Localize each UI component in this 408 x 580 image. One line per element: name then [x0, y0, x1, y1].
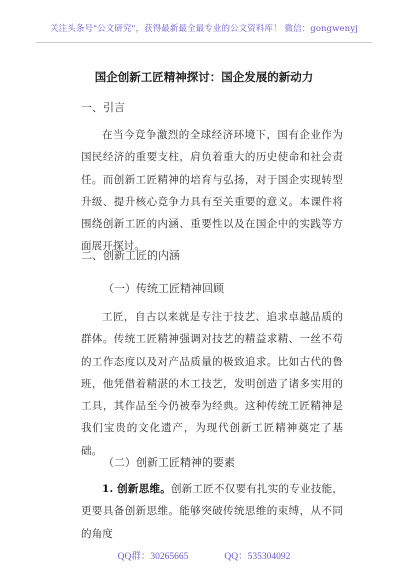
footer-qq: QQ：535304092 [224, 552, 291, 562]
traditional-paragraph: 工匠，自古以来就是专注于技艺、追求卓越品质的群体。传统工匠精神强调对技艺的精益求精、一丝不苟的工作态度以及对产品质量的极致追求。比如古代的鲁班，他凭借着精湛的木工技艺，发明创造了诸多实用的工具，其作品至今仍被奉为经典。这种传统工匠精神是我们宝贵的文化遗产，为现代创新工匠精神奠定了基础。 [81, 311, 343, 457]
intro-paragraph: 在当今竞争激烈的全球经济环境下，国有企业作为国民经济的重要支柱，肩负着重大的历史使命和社会责任。而创新工匠精神的培育与弘扬，对于国企实现转型升级、提升核心竞争力具有至关重要的意义。本课件将围绕创新工匠的内涵、重要性以及在国企中的实践等方面展开探讨。 [81, 129, 343, 253]
footer-qq-group: QQ群：30265665 [117, 552, 189, 562]
document-title: 国企创新工匠精神探讨：国企发展的新动力 [94, 70, 314, 84]
subsection-heading-traditional: （一）传统工匠精神回顾 [103, 282, 224, 295]
header-notice: 关注头条号"公文研究"，获得最新最全最专业的公文资料库！ 微信：gongwenyj [50, 24, 358, 34]
section-heading-intro: 一、引言 [81, 101, 125, 114]
item-text: 创新工匠不仅要有扎实的专业技能，更要具备创新思维。能够突破传统思维的束缚，从不同的角度 [81, 483, 343, 540]
header-divider [36, 42, 372, 43]
item-label: 1. 创新思维。 [102, 483, 171, 495]
innovation-thinking-paragraph [81, 478, 343, 545]
footer-contact [0, 548, 408, 562]
subsection-heading-elements: （二）创新工匠精神的要素 [103, 456, 235, 469]
section-heading-connotation: 二、创新工匠的内涵 [81, 249, 180, 262]
